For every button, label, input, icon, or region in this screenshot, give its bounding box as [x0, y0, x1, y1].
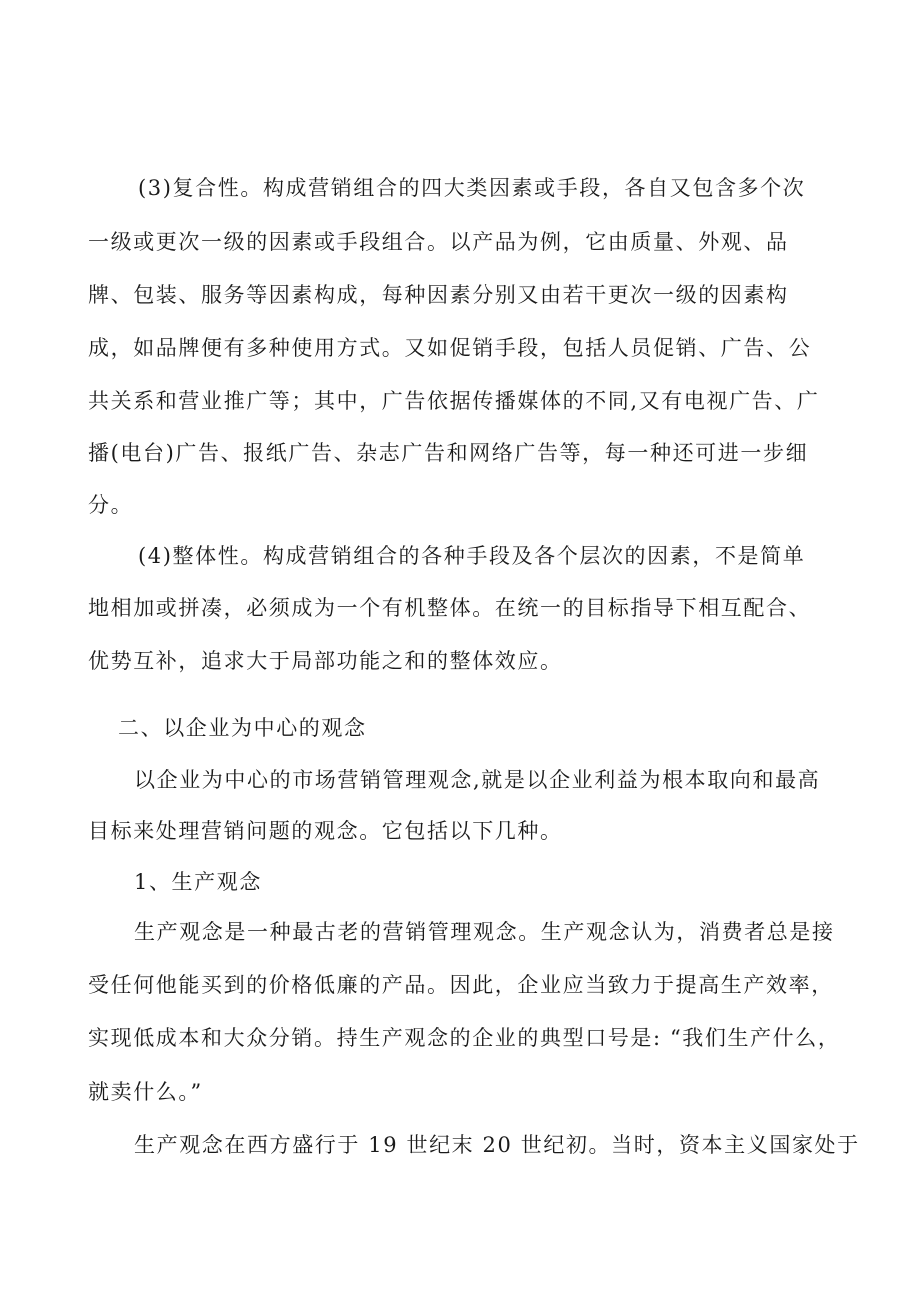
- section-heading: 二、以企业为中心的观念: [118, 716, 367, 740]
- intro-line-2: 目标来处理营销问题的观念。它包括以下几种。: [88, 819, 563, 843]
- paragraph-3-line-2: 一级或更次一级的因素或手段组合。以产品为例，它由质量、外观、品: [88, 230, 789, 254]
- production-paragraph-line-1: 生产观念是一种最古老的营销管理观念。生产观念认为，消费者总是接: [134, 920, 835, 944]
- paragraph-3-line-7: 分。: [88, 493, 134, 517]
- paragraph-4-line-3: 优势互补，追求大于局部功能之和的整体效应。: [88, 649, 563, 673]
- paragraph-3-line-3: 牌、包装、服务等因素构成，每种因素分别又由若干更次一级的因素构: [88, 283, 789, 307]
- production-paragraph-line-3: 实现低成本和大众分销。持生产观念的企业的典型口号是: “我们生产什么，: [88, 1026, 841, 1050]
- production-paragraph-line-4: 就卖什么。”: [88, 1080, 203, 1104]
- production-paragraph-line-2: 受任何他能买到的价格低廉的产品。因此，企业应当致力于提高生产效率，: [88, 973, 834, 997]
- paragraph-4-line-2: 地相加或拼凑，必须成为一个有机整体。在统一的目标指导下相互配合、: [88, 596, 812, 620]
- paragraph-3-line-4: 成，如品牌便有多种使用方式。又如促销手段，包括人员促销、广告、公: [88, 336, 812, 360]
- subheading-production-concept: 1、生产观念: [134, 870, 262, 894]
- paragraph-3-line-1: (3)复合性。构成营销组合的四大类因素或手段，各自又包含多个次: [138, 176, 806, 200]
- history-paragraph-line-1: 生产观念在西方盛行于 19 世纪末 20 世纪初。当时，资本主义国家处于: [134, 1133, 860, 1157]
- intro-line-1: 以企业为中心的市场营销管理观念,就是以企业利益为根本取向和最高: [134, 768, 821, 792]
- paragraph-3-line-5: 共关系和营业推广等；其中，广告依据传播媒体的不同,又有电视广告、广: [88, 389, 820, 413]
- paragraph-4-line-1: (4)整体性。构成营销组合的各种手段及各个层次的因素，不是简单: [138, 544, 806, 568]
- paragraph-3-line-6: 播(电台)广告、报纸广告、杂志广告和网络广告等，每一种还可进一步细: [88, 441, 809, 465]
